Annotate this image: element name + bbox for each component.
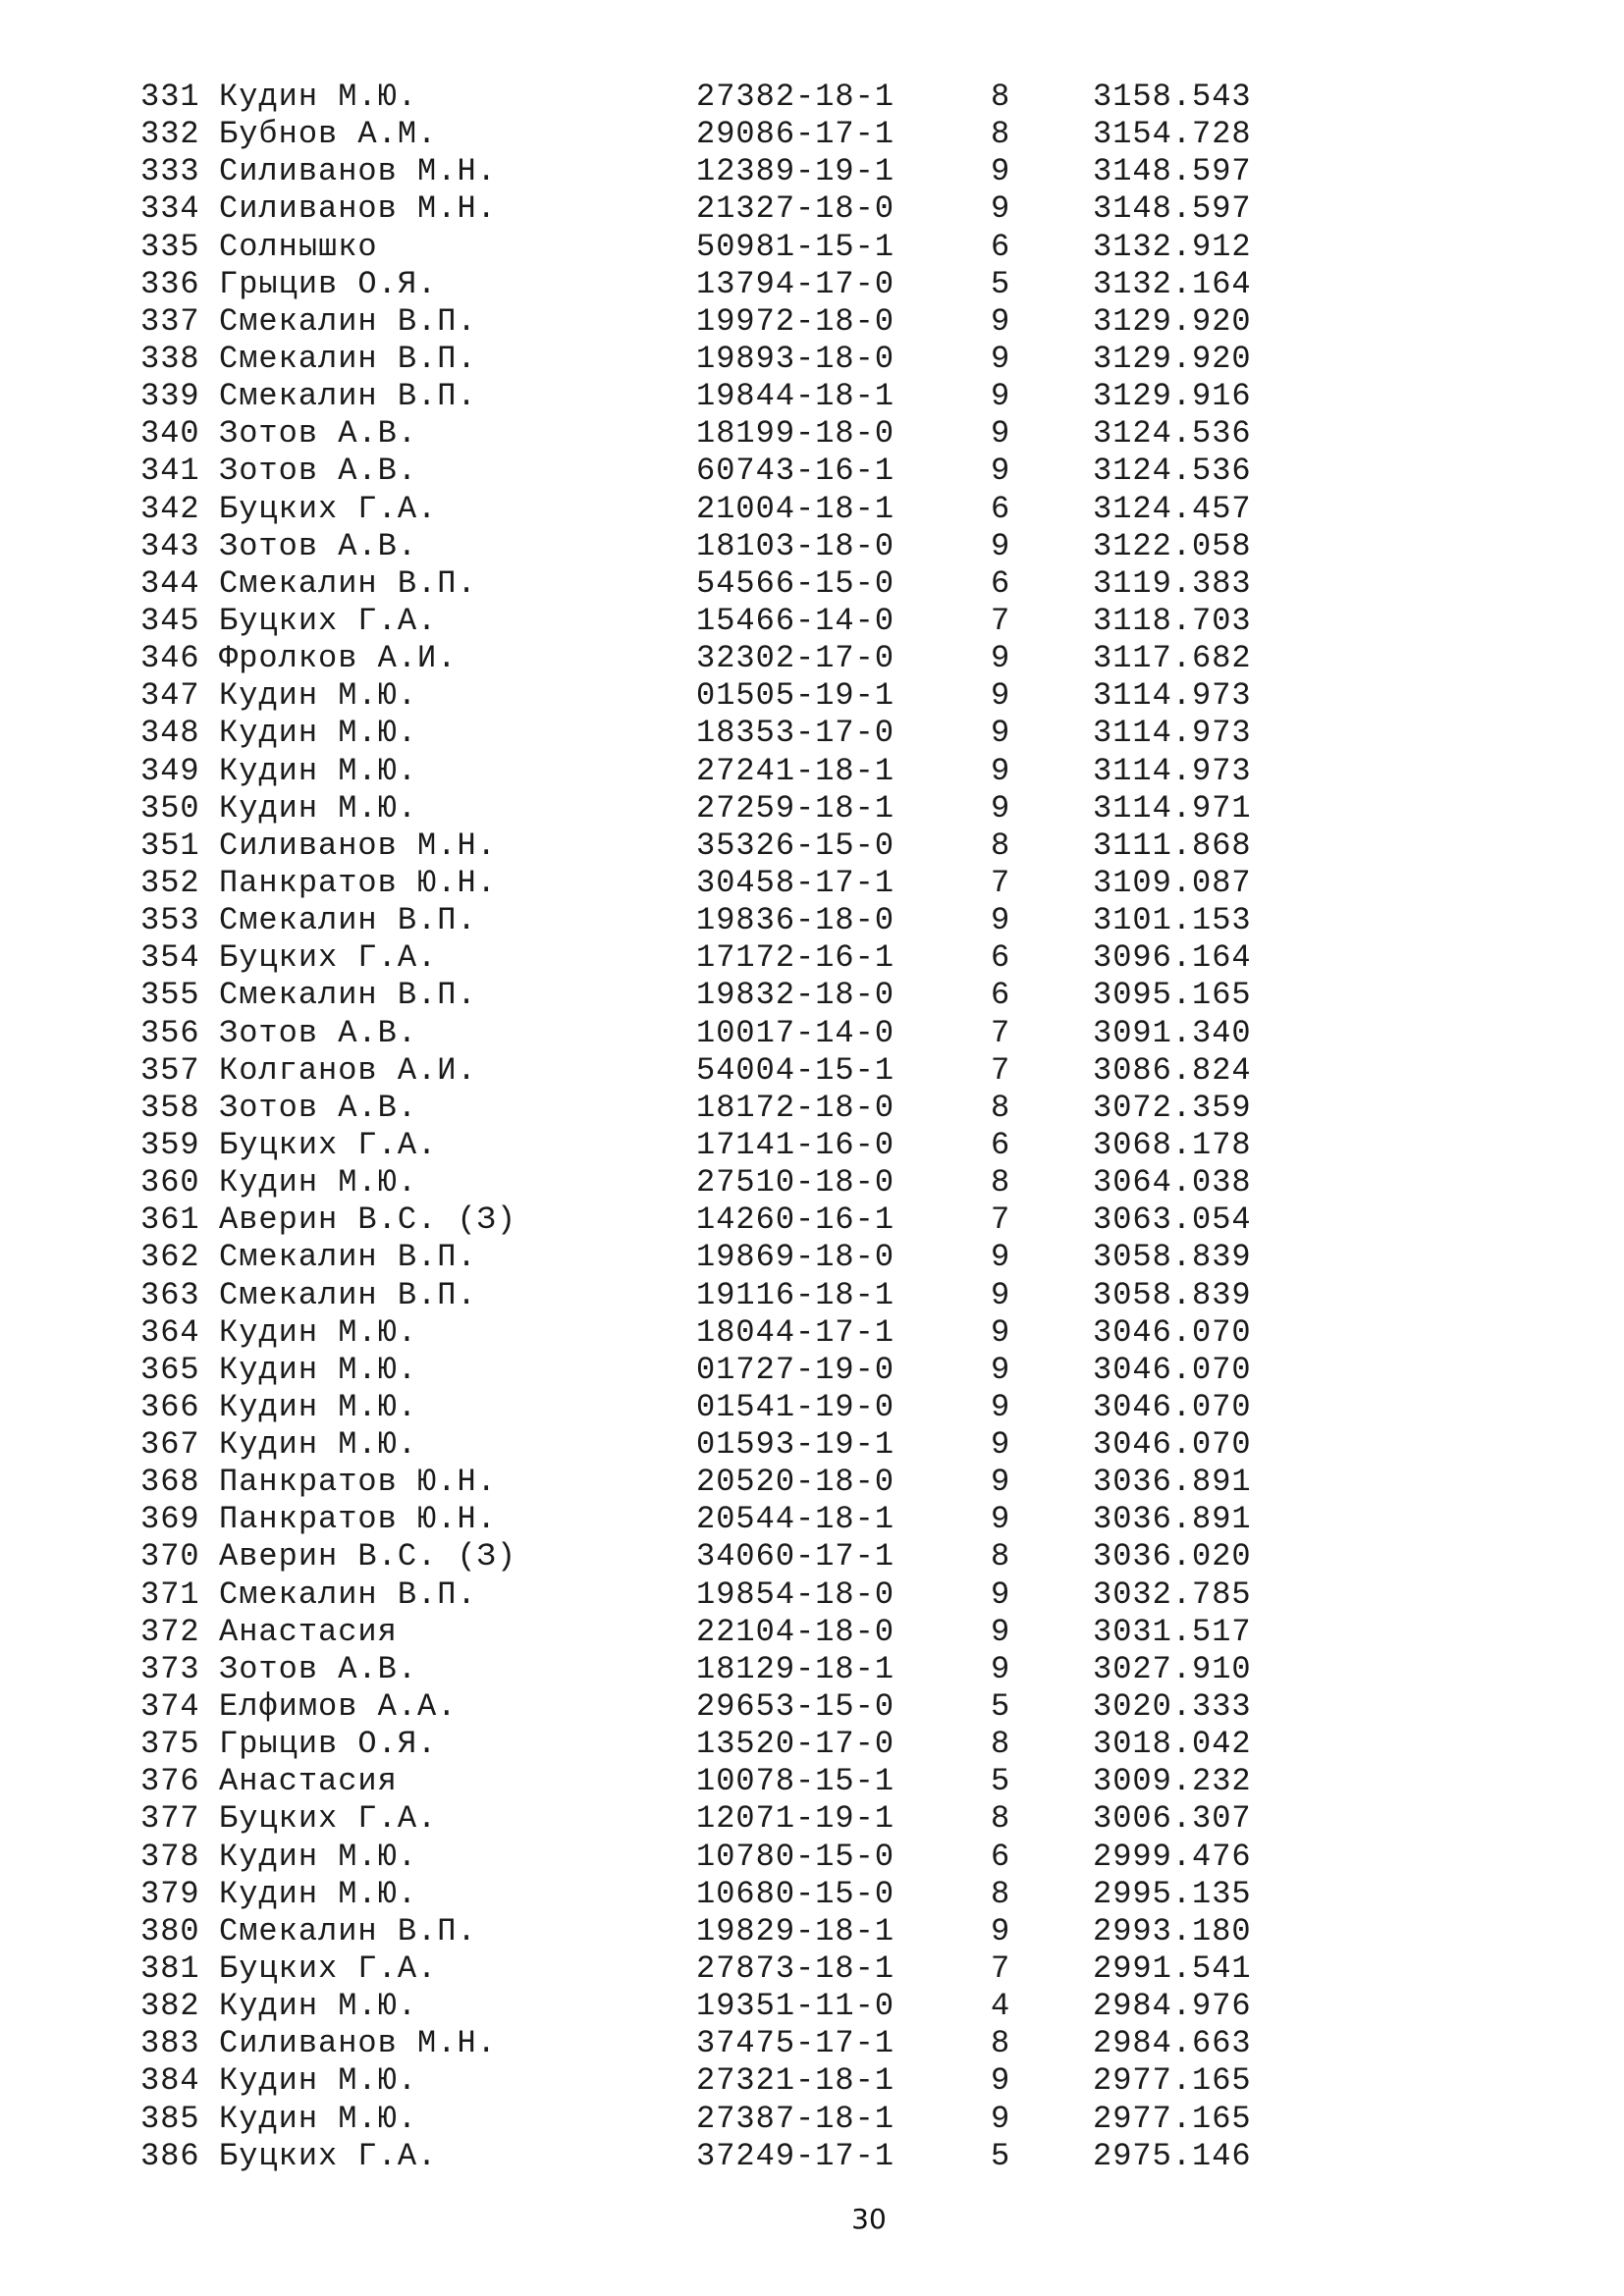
row-number: 368 xyxy=(140,1464,200,1501)
count-value: 9 xyxy=(991,715,1011,752)
author-name: Смекалин В.П. xyxy=(219,902,477,939)
record-code: 10017-14-0 xyxy=(696,1014,895,1051)
row-number: 365 xyxy=(140,1351,200,1388)
author-name: Смекалин В.П. xyxy=(219,340,477,377)
record-code: 01727-19-0 xyxy=(696,1351,895,1388)
row-number: 378 xyxy=(140,1838,200,1875)
count-value: 9 xyxy=(991,677,1011,715)
score-value: 3031.517 xyxy=(1093,1613,1252,1650)
score-value: 3119.383 xyxy=(1093,564,1252,602)
author-name: Аверин В.С. (З) xyxy=(219,1201,517,1239)
count-value: 9 xyxy=(991,752,1011,789)
score-value: 3036.020 xyxy=(1093,1538,1252,1575)
count-value: 9 xyxy=(991,415,1011,453)
row-number: 337 xyxy=(140,302,200,340)
row-number: 357 xyxy=(140,1051,200,1089)
author-name: Буцких Г.А. xyxy=(219,1950,438,1988)
author-name: Силиванов М.Н. xyxy=(219,2025,497,2062)
author-name: Кудин М.Ю. xyxy=(219,715,418,752)
score-value: 3114.973 xyxy=(1093,715,1252,752)
score-value: 3027.910 xyxy=(1093,1650,1252,1687)
row-number: 367 xyxy=(140,1426,200,1464)
score-value: 3068.178 xyxy=(1093,1126,1252,1163)
row-number: 332 xyxy=(140,116,200,153)
score-value: 2975.146 xyxy=(1093,2137,1252,2174)
record-code: 19893-18-0 xyxy=(696,340,895,377)
count-value: 8 xyxy=(991,1726,1011,1763)
author-name: Аверин В.С. (З) xyxy=(219,1538,517,1575)
row-number: 374 xyxy=(140,1688,200,1726)
author-name: Грыцив О.Я. xyxy=(219,1726,438,1763)
score-value: 2991.541 xyxy=(1093,1950,1252,1988)
score-value: 3109.087 xyxy=(1093,864,1252,901)
row-number: 366 xyxy=(140,1388,200,1425)
author-name: Кудин М.Ю. xyxy=(219,789,418,827)
author-name: Зотов А.В. xyxy=(219,415,418,453)
author-name: Зотов А.В. xyxy=(219,1650,418,1687)
count-value: 7 xyxy=(991,1014,1011,1051)
row-number: 345 xyxy=(140,602,200,639)
row-number: 371 xyxy=(140,1575,200,1613)
score-value: 3009.232 xyxy=(1093,1763,1252,1800)
count-value: 8 xyxy=(991,1538,1011,1575)
score-value: 3032.785 xyxy=(1093,1575,1252,1613)
score-value: 3046.070 xyxy=(1093,1388,1252,1425)
count-value: 9 xyxy=(991,1388,1011,1425)
author-name: Зотов А.В. xyxy=(219,453,418,490)
record-code: 27510-18-0 xyxy=(696,1164,895,1201)
author-name: Силиванов М.Н. xyxy=(219,190,497,228)
record-code: 32302-17-0 xyxy=(696,640,895,677)
author-name: Панкратов Ю.Н. xyxy=(219,1464,497,1501)
record-code: 18044-17-1 xyxy=(696,1313,895,1351)
row-number: 335 xyxy=(140,228,200,265)
author-name: Буцких Г.А. xyxy=(219,1126,438,1163)
count-value: 9 xyxy=(991,789,1011,827)
author-name: Смекалин В.П. xyxy=(219,977,477,1014)
count-value: 9 xyxy=(991,1426,1011,1464)
author-name: Кудин М.Ю. xyxy=(219,1313,418,1351)
count-value: 9 xyxy=(991,1650,1011,1687)
record-code: 21327-18-0 xyxy=(696,190,895,228)
count-value: 8 xyxy=(991,1089,1011,1126)
record-code: 19116-18-1 xyxy=(696,1276,895,1313)
score-value: 2995.135 xyxy=(1093,1875,1252,1912)
count-value: 9 xyxy=(991,640,1011,677)
count-value: 9 xyxy=(991,1575,1011,1613)
author-name: Буцких Г.А. xyxy=(219,602,438,639)
score-value: 3006.307 xyxy=(1093,1800,1252,1838)
score-value: 3058.839 xyxy=(1093,1239,1252,1276)
row-number: 386 xyxy=(140,2137,200,2174)
row-number: 381 xyxy=(140,1950,200,1988)
row-number: 373 xyxy=(140,1650,200,1687)
row-number: 349 xyxy=(140,752,200,789)
score-value: 2984.663 xyxy=(1093,2025,1252,2062)
record-code: 13520-17-0 xyxy=(696,1726,895,1763)
record-code: 17172-16-1 xyxy=(696,939,895,977)
count-value: 7 xyxy=(991,1201,1011,1239)
record-code: 27321-18-1 xyxy=(696,2062,895,2100)
count-value: 6 xyxy=(991,564,1011,602)
row-number: 358 xyxy=(140,1089,200,1126)
record-code: 21004-18-1 xyxy=(696,490,895,527)
score-value: 3058.839 xyxy=(1093,1276,1252,1313)
row-number: 341 xyxy=(140,453,200,490)
score-value: 3095.165 xyxy=(1093,977,1252,1014)
page-number: 30 xyxy=(851,2203,887,2235)
score-value: 3020.333 xyxy=(1093,1688,1252,1726)
row-number: 361 xyxy=(140,1201,200,1239)
record-code: 12389-19-1 xyxy=(696,153,895,190)
score-value: 3046.070 xyxy=(1093,1426,1252,1464)
record-code: 30458-17-1 xyxy=(696,864,895,901)
score-value: 3154.728 xyxy=(1093,116,1252,153)
row-number: 333 xyxy=(140,153,200,190)
row-number: 340 xyxy=(140,415,200,453)
count-value: 9 xyxy=(991,340,1011,377)
score-value: 3122.058 xyxy=(1093,527,1252,564)
score-value: 3046.070 xyxy=(1093,1313,1252,1351)
record-code: 19854-18-0 xyxy=(696,1575,895,1613)
author-name: Смекалин В.П. xyxy=(219,378,477,415)
count-value: 9 xyxy=(991,302,1011,340)
record-code: 37249-17-1 xyxy=(696,2137,895,2174)
author-name: Панкратов Ю.Н. xyxy=(219,864,497,901)
record-code: 54004-15-1 xyxy=(696,1051,895,1089)
count-value: 9 xyxy=(991,1313,1011,1351)
author-name: Кудин М.Ю. xyxy=(219,752,418,789)
record-code: 29653-15-0 xyxy=(696,1688,895,1726)
count-value: 8 xyxy=(991,827,1011,864)
count-value: 6 xyxy=(991,490,1011,527)
row-number: 377 xyxy=(140,1800,200,1838)
row-number: 353 xyxy=(140,902,200,939)
count-value: 9 xyxy=(991,453,1011,490)
author-name: Силиванов М.Н. xyxy=(219,827,497,864)
row-number: 355 xyxy=(140,977,200,1014)
score-value: 3129.920 xyxy=(1093,340,1252,377)
count-value: 8 xyxy=(991,116,1011,153)
record-code: 19844-18-1 xyxy=(696,378,895,415)
record-code: 19832-18-0 xyxy=(696,977,895,1014)
score-value: 3148.597 xyxy=(1093,153,1252,190)
record-code: 10078-15-1 xyxy=(696,1763,895,1800)
row-number: 375 xyxy=(140,1726,200,1763)
author-name: Кудин М.Ю. xyxy=(219,1875,418,1912)
score-value: 3132.164 xyxy=(1093,265,1252,302)
count-value: 9 xyxy=(991,1464,1011,1501)
count-value: 9 xyxy=(991,1239,1011,1276)
author-name: Кудин М.Ю. xyxy=(219,677,418,715)
row-number: 370 xyxy=(140,1538,200,1575)
author-name: Буцких Г.А. xyxy=(219,1800,438,1838)
record-code: 37475-17-1 xyxy=(696,2025,895,2062)
author-name: Буцких Г.А. xyxy=(219,490,438,527)
count-value: 9 xyxy=(991,190,1011,228)
count-value: 9 xyxy=(991,1912,1011,1949)
author-name: Смекалин В.П. xyxy=(219,1912,477,1949)
score-value: 3132.912 xyxy=(1093,228,1252,265)
author-name: Кудин М.Ю. xyxy=(219,79,418,115)
count-value: 9 xyxy=(991,153,1011,190)
author-name: Колганов А.И. xyxy=(219,1051,477,1089)
count-value: 9 xyxy=(991,1351,1011,1388)
score-value: 3124.536 xyxy=(1093,453,1252,490)
author-name: Анастасия xyxy=(219,1613,398,1650)
record-code: 19351-11-0 xyxy=(696,1988,895,2025)
record-code: 18129-18-1 xyxy=(696,1650,895,1687)
count-value: 4 xyxy=(991,1988,1011,2025)
row-number: 383 xyxy=(140,2025,200,2062)
row-number: 380 xyxy=(140,1912,200,1949)
row-number: 363 xyxy=(140,1276,200,1313)
record-code: 13794-17-0 xyxy=(696,265,895,302)
record-code: 14260-16-1 xyxy=(696,1201,895,1239)
count-value: 9 xyxy=(991,2100,1011,2137)
author-name: Кудин М.Ю. xyxy=(219,2100,418,2137)
row-number: 334 xyxy=(140,190,200,228)
score-value: 3114.973 xyxy=(1093,677,1252,715)
count-value: 9 xyxy=(991,527,1011,564)
author-name: Бубнов А.М. xyxy=(219,116,438,153)
count-value: 9 xyxy=(991,1501,1011,1538)
author-name: Смекалин В.П. xyxy=(219,1276,477,1313)
author-name: Кудин М.Ю. xyxy=(219,1988,418,2025)
count-value: 8 xyxy=(991,1800,1011,1838)
count-value: 6 xyxy=(991,1838,1011,1875)
row-number: 369 xyxy=(140,1501,200,1538)
count-value: 7 xyxy=(991,602,1011,639)
record-code: 18103-18-0 xyxy=(696,527,895,564)
score-value: 3158.543 xyxy=(1093,79,1252,115)
count-value: 5 xyxy=(991,1688,1011,1726)
row-number: 360 xyxy=(140,1164,200,1201)
record-code: 15466-14-0 xyxy=(696,602,895,639)
record-code: 27387-18-1 xyxy=(696,2100,895,2137)
author-name: Кудин М.Ю. xyxy=(219,1838,418,1875)
score-value: 3046.070 xyxy=(1093,1351,1252,1388)
row-number: 356 xyxy=(140,1014,200,1051)
record-code: 27382-18-1 xyxy=(696,79,895,115)
author-name: Елфимов А.А. xyxy=(219,1688,458,1726)
record-code: 18353-17-0 xyxy=(696,715,895,752)
count-value: 6 xyxy=(991,228,1011,265)
record-code: 60743-16-1 xyxy=(696,453,895,490)
author-name: Смекалин В.П. xyxy=(219,1239,477,1276)
author-name: Кудин М.Ю. xyxy=(219,1426,418,1464)
score-value: 2977.165 xyxy=(1093,2100,1252,2137)
row-number: 351 xyxy=(140,827,200,864)
author-name: Кудин М.Ю. xyxy=(219,1351,418,1388)
count-value: 5 xyxy=(991,265,1011,302)
row-number: 331 xyxy=(140,79,200,115)
count-value: 9 xyxy=(991,2062,1011,2100)
score-value: 3148.597 xyxy=(1093,190,1252,228)
author-name: Буцких Г.А. xyxy=(219,2137,438,2174)
score-value: 3086.824 xyxy=(1093,1051,1252,1089)
score-value: 3036.891 xyxy=(1093,1501,1252,1538)
row-number: 350 xyxy=(140,789,200,827)
score-value: 3072.359 xyxy=(1093,1089,1252,1126)
row-number: 379 xyxy=(140,1875,200,1912)
count-value: 8 xyxy=(991,2025,1011,2062)
record-code: 18199-18-0 xyxy=(696,415,895,453)
count-value: 8 xyxy=(991,1164,1011,1201)
count-value: 8 xyxy=(991,79,1011,115)
author-name: Грыцив О.Я. xyxy=(219,265,438,302)
record-code: 01593-19-1 xyxy=(696,1426,895,1464)
record-code: 34060-17-1 xyxy=(696,1538,895,1575)
score-value: 2977.165 xyxy=(1093,2062,1252,2100)
author-name: Кудин М.Ю. xyxy=(219,1164,418,1201)
score-value: 3117.682 xyxy=(1093,640,1252,677)
score-value: 3096.164 xyxy=(1093,939,1252,977)
score-value: 3036.891 xyxy=(1093,1464,1252,1501)
record-code: 50981-15-1 xyxy=(696,228,895,265)
row-number: 382 xyxy=(140,1988,200,2025)
record-code: 10780-15-0 xyxy=(696,1838,895,1875)
count-value: 6 xyxy=(991,977,1011,1014)
row-number: 372 xyxy=(140,1613,200,1650)
count-value: 6 xyxy=(991,1126,1011,1163)
author-name: Кудин М.Ю. xyxy=(219,1388,418,1425)
author-name: Панкратов Ю.Н. xyxy=(219,1501,497,1538)
row-number: 336 xyxy=(140,265,200,302)
record-code: 27873-18-1 xyxy=(696,1950,895,1988)
score-value: 2999.476 xyxy=(1093,1838,1252,1875)
score-value: 3018.042 xyxy=(1093,1726,1252,1763)
count-value: 5 xyxy=(991,1763,1011,1800)
author-name: Смекалин В.П. xyxy=(219,302,477,340)
count-value: 8 xyxy=(991,1875,1011,1912)
author-name: Смекалин В.П. xyxy=(219,564,477,602)
row-number: 338 xyxy=(140,340,200,377)
score-value: 3114.971 xyxy=(1093,789,1252,827)
row-number: 346 xyxy=(140,640,200,677)
count-value: 7 xyxy=(991,1950,1011,1988)
record-code: 27259-18-1 xyxy=(696,789,895,827)
author-name: Анастасия xyxy=(219,1763,398,1800)
score-value: 3118.703 xyxy=(1093,602,1252,639)
author-name: Буцких Г.А. xyxy=(219,939,438,977)
record-code: 18172-18-0 xyxy=(696,1089,895,1126)
row-number: 354 xyxy=(140,939,200,977)
count-value: 6 xyxy=(991,939,1011,977)
record-code: 22104-18-0 xyxy=(696,1613,895,1650)
row-number: 343 xyxy=(140,527,200,564)
row-number: 385 xyxy=(140,2100,200,2137)
score-value: 3091.340 xyxy=(1093,1014,1252,1051)
record-code: 01541-19-0 xyxy=(696,1388,895,1425)
row-number: 384 xyxy=(140,2062,200,2100)
row-number: 342 xyxy=(140,490,200,527)
record-code: 20520-18-0 xyxy=(696,1464,895,1501)
author-name: Солнышко xyxy=(219,228,378,265)
row-number: 352 xyxy=(140,864,200,901)
record-code: 27241-18-1 xyxy=(696,752,895,789)
count-value: 9 xyxy=(991,1276,1011,1313)
record-code: 19829-18-1 xyxy=(696,1912,895,1949)
record-code: 19836-18-0 xyxy=(696,902,895,939)
row-number: 339 xyxy=(140,378,200,415)
score-value: 3101.153 xyxy=(1093,902,1252,939)
record-code: 20544-18-1 xyxy=(696,1501,895,1538)
record-code: 19972-18-0 xyxy=(696,302,895,340)
record-code: 19869-18-0 xyxy=(696,1239,895,1276)
record-code: 10680-15-0 xyxy=(696,1875,895,1912)
count-value: 9 xyxy=(991,378,1011,415)
score-value: 2993.180 xyxy=(1093,1912,1252,1949)
score-value: 3064.038 xyxy=(1093,1164,1252,1201)
score-value: 3063.054 xyxy=(1093,1201,1252,1239)
score-value: 3124.536 xyxy=(1093,415,1252,453)
author-name: Зотов А.В. xyxy=(219,1089,418,1126)
record-code: 01505-19-1 xyxy=(696,677,895,715)
record-code: 12071-19-1 xyxy=(696,1800,895,1838)
score-value: 3129.920 xyxy=(1093,302,1252,340)
row-number: 348 xyxy=(140,715,200,752)
score-value: 3111.868 xyxy=(1093,827,1252,864)
count-value: 9 xyxy=(991,1613,1011,1650)
record-code: 17141-16-0 xyxy=(696,1126,895,1163)
author-name: Зотов А.В. xyxy=(219,1014,418,1051)
author-name: Смекалин В.П. xyxy=(219,1575,477,1613)
score-value: 3124.457 xyxy=(1093,490,1252,527)
score-value: 3129.916 xyxy=(1093,378,1252,415)
author-name: Фролков А.И. xyxy=(219,640,458,677)
row-number: 376 xyxy=(140,1763,200,1800)
record-code: 54566-15-0 xyxy=(696,564,895,602)
author-name: Кудин М.Ю. xyxy=(219,2062,418,2100)
count-value: 7 xyxy=(991,1051,1011,1089)
record-code: 35326-15-0 xyxy=(696,827,895,864)
row-number: 347 xyxy=(140,677,200,715)
row-number: 362 xyxy=(140,1239,200,1276)
author-name: Силиванов М.Н. xyxy=(219,153,497,190)
record-code: 29086-17-1 xyxy=(696,116,895,153)
score-value: 2984.976 xyxy=(1093,1988,1252,2025)
row-number: 359 xyxy=(140,1126,200,1163)
author-name: Зотов А.В. xyxy=(219,527,418,564)
row-number: 364 xyxy=(140,1313,200,1351)
row-number: 344 xyxy=(140,564,200,602)
count-value: 5 xyxy=(991,2137,1011,2174)
count-value: 9 xyxy=(991,902,1011,939)
score-value: 3114.973 xyxy=(1093,752,1252,789)
count-value: 7 xyxy=(991,864,1011,901)
